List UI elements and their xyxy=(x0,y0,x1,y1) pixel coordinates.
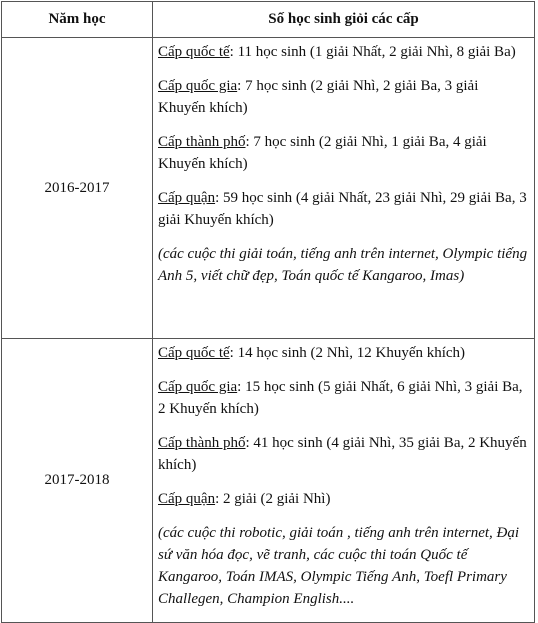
award-level-label: Cấp quốc tế xyxy=(158,44,230,60)
award-entry-text: : 59 học sinh (4 giải Nhất, 23 giải Nhì, 29 giải Ba, 3 giải Khuyến khích) xyxy=(158,190,527,228)
awards-cell xyxy=(153,339,535,623)
award-entry xyxy=(158,432,528,476)
award-entry-text: : 41 học sinh (4 giải Nhì, 35 giải Ba, 2 Khuyến khích) xyxy=(158,435,527,473)
award-level-label: Cấp thành phố xyxy=(158,435,246,451)
award-entry-text: : 15 học sinh (5 giải Nhất, 6 giải Nhì, 3 giải Ba, 2 Khuyến khích) xyxy=(158,379,523,417)
awards-cell xyxy=(153,38,535,339)
competitions-note: (các cuộc thi giải toán, tiếng anh trên internet, Olympic tiếng Anh 5, viết chữ đẹp, Toán quốc tế Kangaroo, Imas) xyxy=(158,246,528,284)
header-school-year: Năm học xyxy=(2,2,153,38)
award-entry xyxy=(158,488,528,510)
table-row xyxy=(2,339,535,623)
competitions-note: (các cuộc thi robotic, giải toán , tiếng anh trên internet, Đại sứ văn hóa đọc, vẽ tranh, các cuộc thi toán Quốc tế Kangaroo, Toán IMAS, Olympic Tiếng Anh, Toefl Primary Challegen, Champion English.... xyxy=(158,525,520,607)
award-entry-text: : 14 học sinh (2 Nhì, 12 Khuyến khích) xyxy=(229,345,466,361)
table-row xyxy=(2,38,535,339)
award-level-label: Cấp quận xyxy=(158,190,216,206)
award-entry-text: : 7 học sinh (2 giải Nhì, 2 giải Ba, 3 giải Khuyến khích) xyxy=(158,78,479,116)
award-level-label: Cấp quận xyxy=(158,491,216,507)
award-entry xyxy=(158,187,528,231)
award-entry-text: : 2 giải (2 giải Nhì) xyxy=(215,491,331,507)
header-excellent-students: Số học sinh giỏi các cấp xyxy=(153,2,535,38)
school-year-cell: 2017-2018 xyxy=(2,339,153,623)
award-level-label: Cấp quốc tế xyxy=(158,345,230,361)
school-year-cell: 2016-2017 xyxy=(2,38,153,339)
header-row xyxy=(2,2,535,38)
award-entry xyxy=(158,376,528,420)
award-entry xyxy=(158,131,528,175)
award-level-label: Cấp thành phố xyxy=(158,134,246,150)
awards-table xyxy=(1,1,535,623)
award-entry-text: : 11 học sinh (1 giải Nhất, 2 giải Nhì, 8 giải Ba) xyxy=(229,44,516,60)
award-entry xyxy=(158,342,528,364)
award-entry xyxy=(158,75,528,119)
award-level-label: Cấp quốc gia xyxy=(158,78,238,94)
award-entry-text: : 7 học sinh (2 giải Nhì, 1 giải Ba, 4 giải Khuyến khích) xyxy=(158,134,487,172)
award-level-label: Cấp quốc gia xyxy=(158,379,238,395)
award-entry xyxy=(158,41,528,63)
